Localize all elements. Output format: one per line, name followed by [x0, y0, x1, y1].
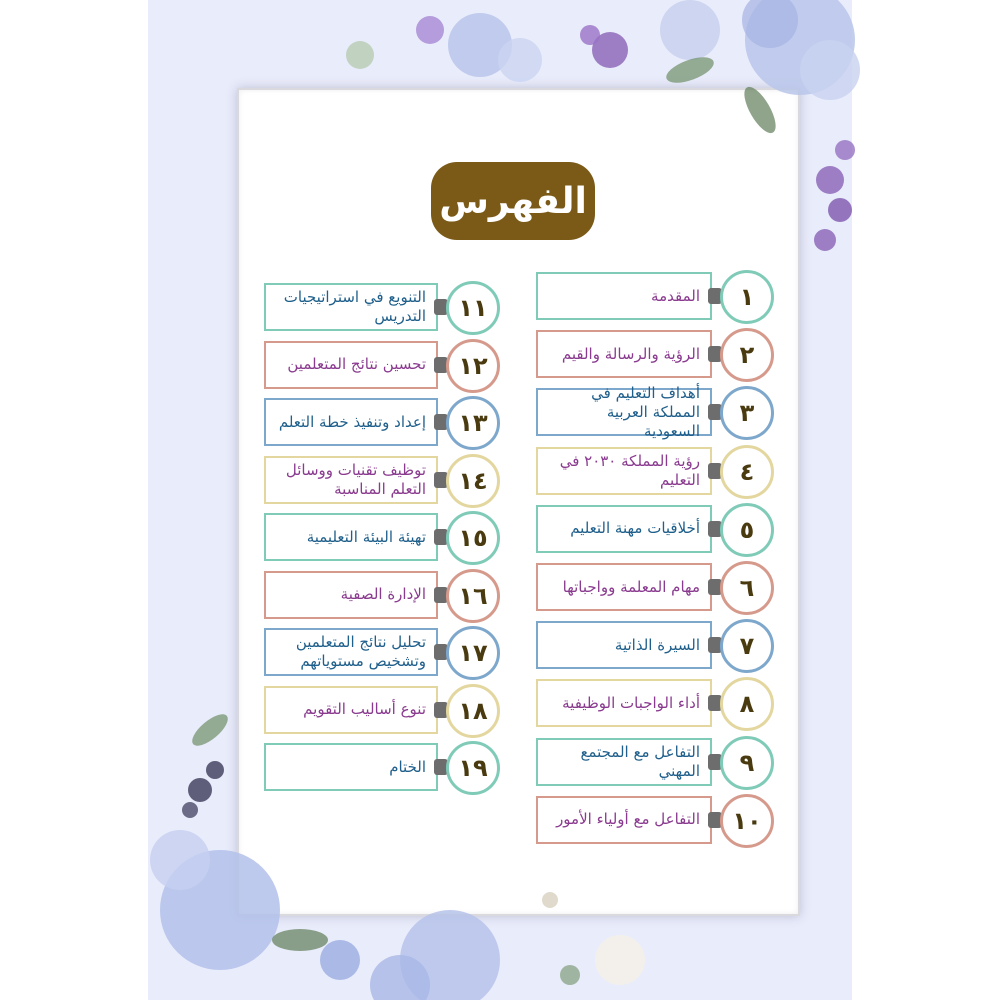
index-entry [264, 513, 504, 565]
index-entry [264, 686, 504, 738]
index-entry-number: ٥ [720, 503, 774, 557]
index-entry-number: ١٨ [446, 684, 500, 738]
index-entry-number: ١٣ [446, 396, 500, 450]
index-entry-label: تحسين نتائج المتعلمين [264, 341, 438, 389]
index-entry-label: أخلاقيات مهنة التعليم [536, 505, 712, 553]
index-entry-label: تهيئة البيئة التعليمية [264, 513, 438, 561]
index-entry-label: أهداف التعليم في المملكة العربية السعودية [536, 388, 712, 436]
index-entry-label: الإدارة الصفية [264, 571, 438, 619]
index-entry-label: الختام [264, 743, 438, 791]
index-entry-label: التفاعل مع المجتمع المهني [536, 738, 712, 786]
index-entry-number: ٣ [720, 386, 774, 440]
index-entry-number: ١٠ [720, 794, 774, 848]
index-entry-number: ١٢ [446, 339, 500, 393]
index-entry [536, 679, 776, 731]
index-entry [536, 621, 776, 673]
index-entry [264, 628, 504, 680]
index-entry-label: إعداد وتنفيذ خطة التعلم [264, 398, 438, 446]
index-entry-number: ٩ [720, 736, 774, 790]
index-entry [264, 456, 504, 508]
index-entry [264, 283, 504, 335]
index-entry [536, 505, 776, 557]
index-entry-label: التفاعل مع أولياء الأمور [536, 796, 712, 844]
index-entry [264, 341, 504, 393]
index-entry [264, 571, 504, 623]
index-entry-number: ١١ [446, 281, 500, 335]
index-entry [536, 563, 776, 615]
index-entry [536, 738, 776, 790]
index-entry-number: ٤ [720, 445, 774, 499]
index-entry-label: مهام المعلمة وواجباتها [536, 563, 712, 611]
index-entry-number: ١٥ [446, 511, 500, 565]
index-entry-label: توظيف تقنيات ووسائل التعلم المناسبة [264, 456, 438, 504]
index-entry [536, 272, 776, 324]
index-entry [264, 398, 504, 450]
index-entry-number: ٢ [720, 328, 774, 382]
index-entry-number: ١٤ [446, 454, 500, 508]
index-entry-number: ٦ [720, 561, 774, 615]
index-entry [536, 447, 776, 499]
index-entry-label: أداء الواجبات الوظيفية [536, 679, 712, 727]
index-entry-number: ١ [720, 270, 774, 324]
index-entry-label: التنويع في استراتيجيات التدريس [264, 283, 438, 331]
index-entry-number: ١٩ [446, 741, 500, 795]
index-entry-number: ٧ [720, 619, 774, 673]
index-entry-label: السيرة الذاتية [536, 621, 712, 669]
index-entry-label: تحليل نتائج المتعلمين وتشخيص مستوياتهم [264, 628, 438, 676]
index-entry-number: ١٦ [446, 569, 500, 623]
index-entry-label: الرؤية والرسالة والقيم [536, 330, 712, 378]
index-entry [536, 384, 776, 440]
index-entry-label: رؤية المملكة ٢٠٣٠ في التعليم [536, 447, 712, 495]
index-entry-label: المقدمة [536, 272, 712, 320]
index-entry [536, 330, 776, 382]
index-entry [264, 743, 504, 795]
index-entry-number: ١٧ [446, 626, 500, 680]
index-entry [536, 796, 776, 848]
page-title: الفهرس [431, 162, 595, 240]
index-entry-label: تنوع أساليب التقويم [264, 686, 438, 734]
index-entry-number: ٨ [720, 677, 774, 731]
